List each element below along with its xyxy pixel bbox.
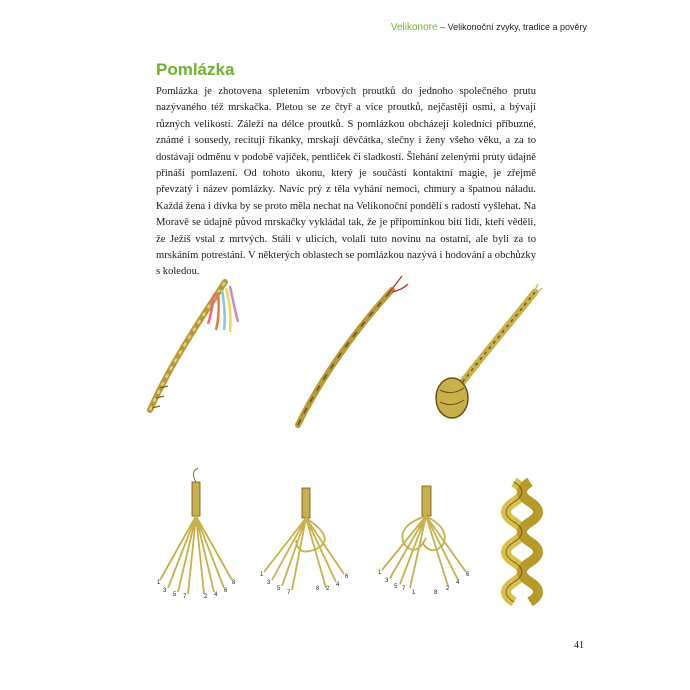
step1-label-1: 1 [157,580,161,586]
step1-label-3: 3 [163,588,167,594]
step1-label-5: 5 [173,592,177,598]
pomlazka-illustrations [130,270,560,610]
running-header [391,22,587,33]
step2-label-3: 3 [267,580,271,586]
page-number: 41 [574,640,584,651]
braiding-step-2-diagram [260,488,349,596]
step3-label-7: 7 [402,586,406,592]
page-title: Pomlázka [156,60,235,79]
step3-label-5: 5 [394,584,398,590]
step3-label-1: 1 [378,570,382,576]
step1-label-7: 7 [183,594,187,600]
header-subtitle: Velikonoční zvyky, tradice a pověry [447,22,587,32]
step1-label-6: 6 [224,588,228,594]
whip-with-ribbons-illustration [150,282,238,410]
step2-label-2: 2 [326,586,330,592]
step2-label-5: 5 [277,586,281,592]
step2-label-7: 7 [287,590,291,596]
step3-label-2: 2 [446,586,450,592]
braiding-step-1-diagram [157,468,236,600]
header-separator: – [437,22,448,32]
braided-whip-illustration [298,276,408,425]
article-body: Pomlázka je zhotovena spletením vrbových proutků do jednoho společného prutu nazývaného též mrskačka. Pletou se ze čtyř a více proutků, nejčastěji osmi, a bývají různých velikostí. Záleží na délce proutků. S pomlázkou obcházejí koledníci příbuzné, známé i sousedy, recitují říkanky, mrskají děvčátka, slečny i ženy všeho věku, a za to dostávají odměnu v podobě vajíček, pentliček či sladkostí. Šlehání zelenými pruty údajně přináší pomlazení. Od tohoto úkonu, který je součástí kontaktní magie, je zřejmě převzatý i název pomlázky. Navíc prý z těla vyhání nemoci, chmury a špatnou náladu. Každá žena i dívka by se proto měla nechat na Velikonoční pondělí s radostí vyšlehat. Na Moravě se údajně původ mrskačky vykládal tak, že je připomínkou bití lidí, kteří věděli, že Ježíš vstal z mrtvých. Stáli v ulicích, volali tuto novinu na ostatní, ale byli za to mrskáním potrestáni. V některých oblastech se pomlázkou nazývá i hodování a obchůzky s koledou. [156,86,536,278]
step2-label-1: 1 [260,572,264,578]
step1-label-2: 2 [204,594,208,600]
step3-label-3: 3 [385,578,389,584]
step2-label-6: 6 [345,574,349,580]
step1-label-4: 4 [214,592,218,598]
knotted-handle-whip-illustration [436,284,542,418]
step2-label-8: 8 [316,586,320,592]
step3-label-1b: 1 [412,590,416,596]
step1-label-8: 8 [232,580,236,586]
step2-label-4: 4 [336,582,340,588]
step3-label-6: 6 [466,572,470,578]
braiding-step-3-diagram [378,486,470,596]
step3-label-8: 8 [434,590,438,596]
braid-closeup-illustration [506,482,538,602]
step3-label-4: 4 [456,580,460,586]
header-brand: Velikonore [390,22,438,33]
